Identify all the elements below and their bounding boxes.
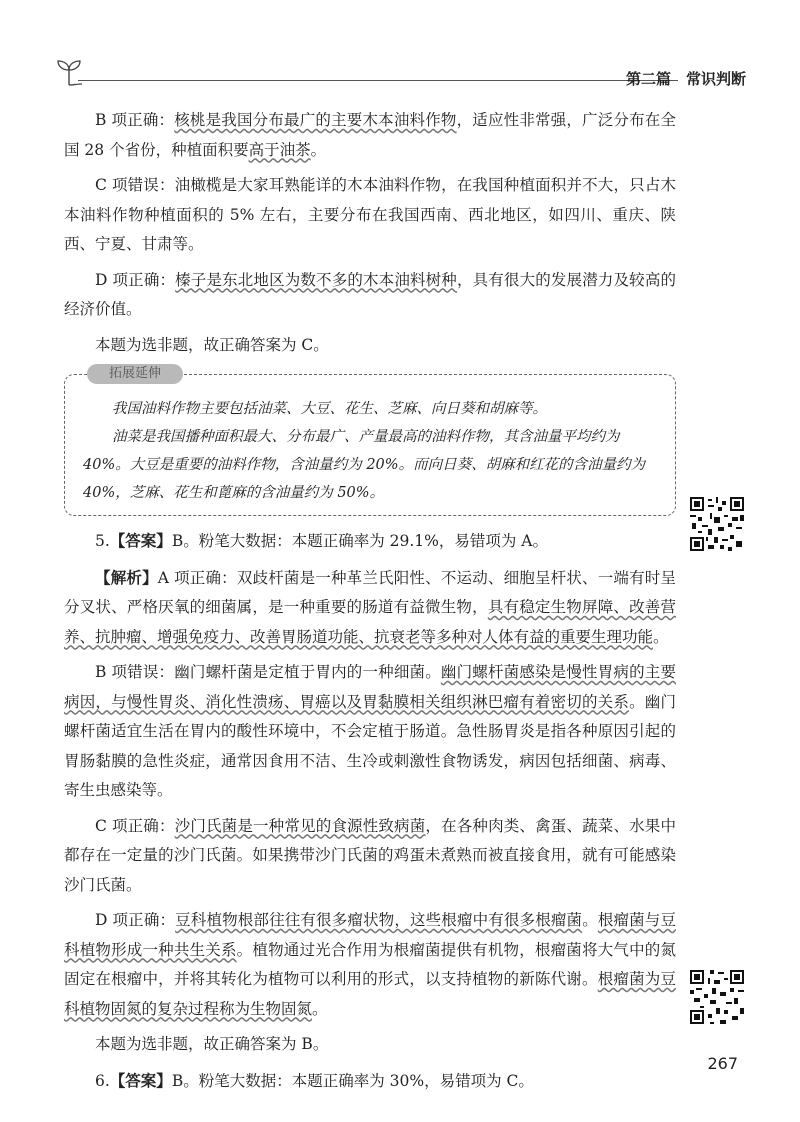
q4-option-d: D 项正确：榛子是东北地区为数不多的木本油料树种，具有很大的发展潜力及较高的经济价值。 bbox=[64, 270, 676, 318]
header-rule bbox=[78, 80, 678, 81]
q4-option-c: C 项错误：油橄榄是大家耳熟能详的木本油料作物，在我国种植面积并不大，只占木本油料作物种植面积的 5% 左右，主要分布在我国西南、西北地区，如四川、重庆、陕西、宁夏、甘肃等。 bbox=[64, 176, 676, 253]
page-number: 267 bbox=[707, 1054, 738, 1073]
q5-option-b: B 项错误：幽门螺杆菌是定植于胃内的一种细菌。幽门螺杆菌感染是慢性胃病的主要病因，与慢性胃炎、消化性溃疡、胃癌以及胃黏膜相关组织淋巴瘤有着密切的关系。幽门螺杆菌适宜生活在胃内的酸性环境中，不会定植于肠道。急性肠胃炎是指各种原因引起的胃肠黏膜的急性炎症，通常因食用不洁、生冷或刺激性食物诱发，病因包括细菌、病毒、寄生虫感染等。 bbox=[64, 663, 676, 799]
knowledge-extension-tag: 拓展延伸 bbox=[87, 364, 183, 384]
q4-conclusion: 本题为选非题，故正确答案为 C。 bbox=[95, 335, 329, 354]
sprout-icon bbox=[56, 58, 82, 86]
page-header bbox=[56, 56, 746, 96]
knowledge-paragraph-1: 我国油料作物主要包括油菜、大豆、花生、芝麻、向日葵和胡麻等。 bbox=[112, 401, 547, 417]
q5-answer: 5.【答案】B。粉笔大数据：本题正确率为 29.1%，易错项为 A。 bbox=[95, 531, 548, 550]
q5-conclusion: 本题为选非题，故正确答案为 B。 bbox=[95, 1035, 329, 1053]
qr-code-q5[interactable] bbox=[690, 497, 744, 551]
qr-code-icon bbox=[690, 497, 744, 551]
q5-option-c: C 项正确：沙门氏菌是一种常见的食源性致病菌，在各种肉类、禽蛋、蔬菜、水果中都存在一定量的沙门氏菌。如果携带沙门氏菌的鸡蛋未煮熟而被直接食用，就有可能感染沙门氏菌。 bbox=[64, 816, 676, 894]
q5-option-a: 【解析】A 项正确：双歧杆菌是一种革兰氏阳性、不运动、细胞呈杆状、一端有时呈分叉状、严格厌氧的细菌属，是一种重要的肠道有益微生物，具有稳定生物屏障、改善营养、抗肿瘤、增强免疫力、改善胃肠道功能、抗衰老等多种对人体有益的重要生理功能。 bbox=[64, 567, 676, 646]
q6-answer: 6.【答案】B。粉笔大数据：本题正确率为 30%，易错项为 C。 bbox=[95, 1070, 534, 1090]
q5-option-d: D 项正确：豆科植物根部往往有很多瘤状物，这些根瘤中有很多根瘤菌。根瘤菌与豆科植物形成一种共生关系。植物通过光合作用为根瘤菌提供有机物，根瘤菌将大气中的氮固定在根瘤中，并将其转化为植物可以利用的形式，以支持植物的新陈代谢。根瘤菌为豆科植物固氮的复杂过程称为生物固氮。 bbox=[64, 911, 676, 1018]
qr-code-icon bbox=[690, 970, 744, 1024]
knowledge-extension-box bbox=[64, 366, 676, 516]
page-content bbox=[64, 106, 676, 1102]
section-title: 第二篇 常识判断 bbox=[625, 70, 746, 88]
qr-code-q6[interactable] bbox=[690, 970, 744, 1024]
knowledge-paragraph-2: 油菜是我国播种面积最大、分布最广、产量最高的油料作物，其含油量平均约为 40%。大豆是重要的油料作物，含油量约为 20%。而向日葵、胡麻和红花的含油量约为 40%，芝麻、花生和蓖麻的含油量约为 50%。 bbox=[83, 429, 646, 501]
q4-option-b: B 项正确：核桃是我国分布最广的主要木本油料作物，适应性非常强，广泛分布在全国 28 个省份，种植面积要高于油茶。 bbox=[64, 111, 676, 159]
